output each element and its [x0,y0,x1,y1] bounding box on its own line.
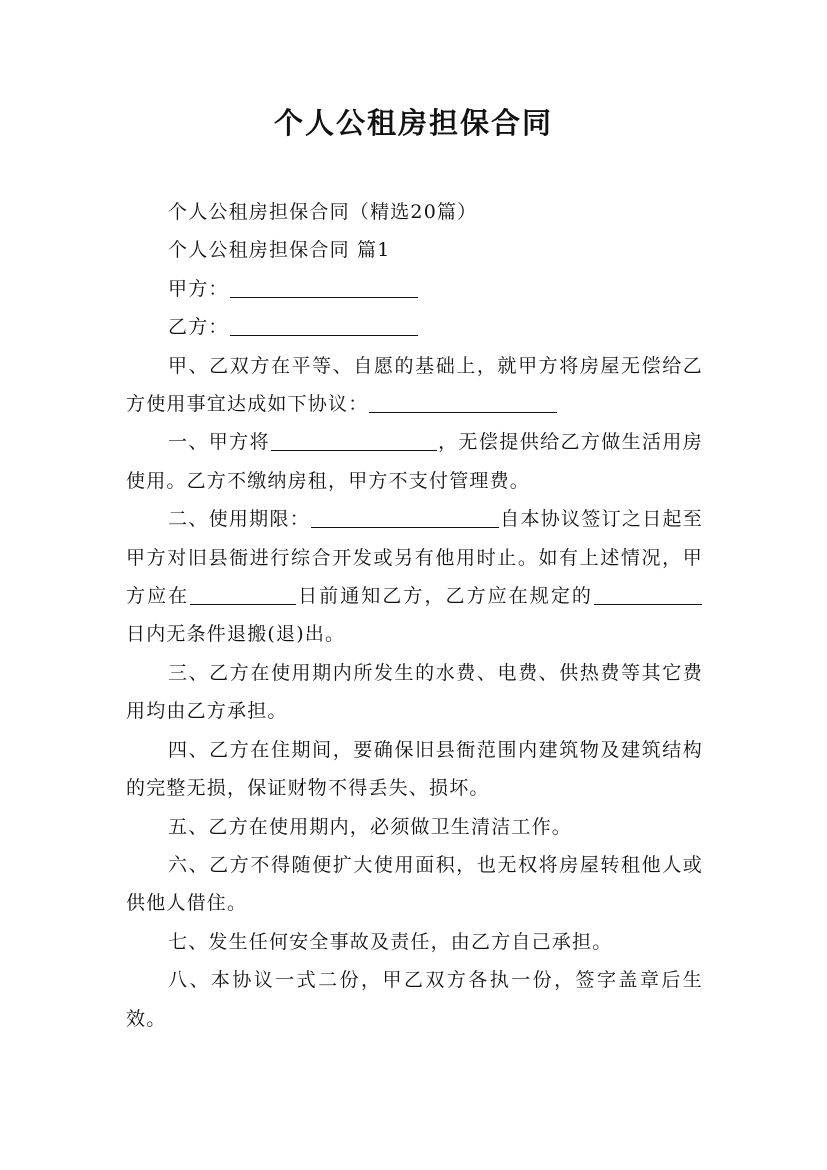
clause-2-part-c: 日前通知乙方，乙方应在规定的 [297,585,593,608]
clause-2 [126,500,703,654]
clause-1-part-b: ，无偿提供给乙方做生活用房使用。乙方不缴纳房租，甲方不支付管理费。 [126,431,703,492]
clause-6 [126,846,703,923]
party-a-blank [230,275,418,298]
clause-2-days-blank [594,582,702,605]
clause-2-part-b: 自本协议签订之日起至甲方对旧县衙进行综合开发或另有他用时止。如有上述情况，甲方应在 [126,508,703,608]
party-a-label: 甲方： [168,277,229,300]
clause-2-part-d: 日内无条件退搬(退)出。 [126,623,346,646]
clause-4 [126,731,703,808]
clause-1 [126,423,703,500]
clause-5-text: 五、乙方在使用期内，必须做卫生清洁工作。 [168,815,573,838]
subtitle [126,193,703,231]
section-heading-text: 个人公租房担保合同 篇1 [168,239,391,262]
clause-5 [126,808,703,846]
party-a-line [126,270,703,308]
subtitle-text: 个人公租房担保合同（精选20篇） [168,201,478,223]
clause-2-term-blank [311,505,499,528]
clause-2-notice-blank [190,582,296,605]
document-title: 个人公租房担保合同 [273,106,553,140]
clause-7 [126,923,703,961]
clause-8 [126,961,703,1038]
party-b-blank [230,313,418,336]
clause-1-blank [271,428,437,451]
clause-1-part-a: 一、甲方将 [168,431,270,454]
party-b-label: 乙方： [168,316,229,339]
clause-2-part-a: 二、使用期限： [168,508,311,531]
clause-3-text: 三、乙方在使用期内所发生的水费、电费、供热费等其它费用均由乙方承担。 [126,661,703,723]
intro-text: 甲、乙双方在平等、自愿的基础上，就甲方将房屋无偿给乙方使用事宜达成如下协议： [126,354,703,416]
clause-7-text: 七、发生任何安全事故及责任，由乙方自己承担。 [168,930,613,953]
clause-8-text: 八、本协议一式二份，甲乙双方各执一份，签字盖章后生效。 [126,969,703,1030]
section-heading [126,231,703,269]
document-body [126,193,703,1038]
clause-6-text: 六、乙方不得随便扩大使用面积，也无权将房屋转租他人或供他人借住。 [126,853,703,915]
party-b-line [126,308,703,346]
clause-3 [126,654,703,731]
clause-4-text: 四、乙方在住期间，要确保旧县衙范围内建筑物及建筑结构的完整无损，保证财物不得丢失、损坏。 [126,738,703,800]
intro-paragraph [126,347,703,424]
intro-blank [369,390,557,413]
